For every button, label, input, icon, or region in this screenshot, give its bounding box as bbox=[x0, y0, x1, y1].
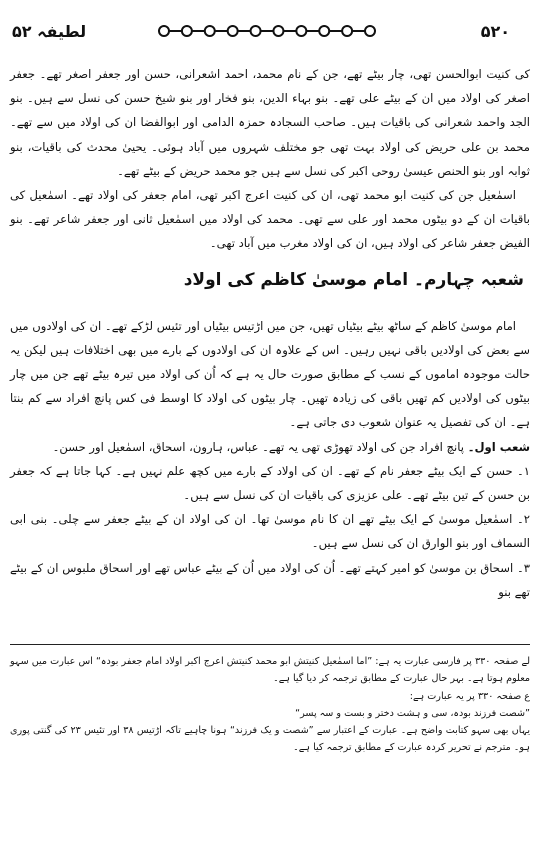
paragraph-2: اسمٰعیل جن کی کنیت ابو محمد تھی، ان کی کنیت اعرج اکبر تھی، امام جعفر کی اولاد تھے۔ اسمٰعیل کی باقیات ان کے دو بیٹوں محمد اور علی سے تھی۔ محمد کی اولاد میں اسمٰعیل ثانی اور جعفر شاعر تھے۔ بنو الفیض جعفر شاعر کی اولاد ہیں، ان کی اولاد مغرب میں آباد تھی۔ bbox=[10, 188, 530, 251]
shuab-paragraph bbox=[10, 435, 530, 459]
shuab-title: شعب اول۔ bbox=[467, 439, 530, 454]
chain-ornament-icon bbox=[158, 22, 376, 40]
list-item-1: ۱۔ حسن کے ایک بیٹے جعفر نام کے تھے۔ ان کی اولاد کے بارے میں کچھ علم نہیں ہے۔ کہا جاتا ہے کہ جعفر بن حسن کے تین بیٹے تھے۔ علی عزیزی کی باقیات ان کی نسل سے ہیں۔ bbox=[10, 463, 530, 503]
footnote-3: ”شصت فرزند بودہ، سی و ہشت دختر و بست و سہ پسر“ bbox=[295, 707, 530, 719]
list-item-3: ۳۔ اسحاق بن موسیٰ کو امیر کہتے تھے۔ اُن کی اولاد میں اُن کے بیٹے عباس تھے اور اسحاق ملبوس ان کے بیٹے تھے بنو bbox=[10, 560, 530, 599]
ornament-ring bbox=[205, 26, 215, 36]
page-number: ۵۲۰ bbox=[480, 22, 510, 41]
ornament-ring bbox=[365, 26, 375, 36]
footnote-1: لے صفحہ ۳۳۰ پر فارسی عبارت یہ ہے: ”اما اسمٰعیل کنیتش ابو محمد کنیتش اعرج اکبر اولاد امام جعفر بودہ“ اس عبارت میں سہو معلوم ہوتا ہے۔ بہر حال عبارت کے مطابق ترجمہ کر دیا گیا ہے۔ bbox=[10, 656, 530, 685]
ornament-ring bbox=[182, 26, 192, 36]
footnote-2: ع صفحہ ۳۳۰ پر یہ عبارت ہے: bbox=[409, 690, 530, 702]
chapter-title: لطیفہ ۵۲ bbox=[12, 22, 87, 41]
shuab-text: پانچ افراد جن کی اولاد تھوڑی تھی یہ تھے۔ عباس، ہارون، اسحاق، اسمٰعیل اور حسن۔ bbox=[52, 439, 465, 454]
ornament-ring bbox=[251, 26, 261, 36]
paragraph-3: امام موسیٰ کاظم کے ساٹھ بیٹے بیٹیاں تھیں، جن میں اڑتیس بیٹیاں اور تئیس لڑکے تھے۔ ان کی اولادوں میں سے بعض کی اولادیں باقی نہیں رہیں۔ اس کے علاوہ ان کی اولادوں کے بارے میں بھی اختلافات ہیں لیکن یہ حالت موجودہ اماموں کے نسب کے مطابق صورت حال یہ ہے کہ اُن کی اولاد میں تیرہ بیٹے تھے جن میں چار بیٹوں کی اولادیں کم تھیں باقی کی زیادہ تھیں۔ چار بیٹوں کی اولاد کا اوسط فی کس پانچ افراد سے کم بنتا ہے۔ ان کی تفصیل یہ عنوان شعوب دی جاتی ہے۔ bbox=[10, 318, 530, 430]
footnote-4: یہاں بھی سہو کتابت واضح ہے۔ عبارت کے اعتبار سے ”شصت و یک فرزند“ ہونا چاہیے تاکہ اڑتیس ۳۸ اور تئیس ۲۳ کی گنتی پوری ہو۔ مترجم نے تحریر کردہ عبارت کے مطابق ترجمہ کیا ہے۔ bbox=[10, 725, 530, 754]
section-heading: شعبہ چہارم۔ امام موسیٰ کاظم کی اولاد bbox=[183, 269, 524, 290]
ornament-ring bbox=[159, 26, 169, 36]
page-header bbox=[0, 22, 540, 48]
ornament-ring bbox=[228, 26, 238, 36]
paragraph-1: کی کنیت ابوالحسن تھی، چار بیٹے تھے، جن کے نام محمد، احمد اشعرانی، حسن اور جعفر اصغر تھے۔ جعفر اصغر کی اولاد میں ان کے بیٹے علی تھے۔ بنو بہاء الدین، بنو فخار اور بنو شیخ حسن کی نسل سے ہیں۔ بنو الجد واحمد شعرانی کی باقیات ہیں۔ صاحب السجادہ حمزہ الدامی اور ابوالفضا ان کی اولاد میں سے تھے۔ محمد بن علی حریض کی اولاد بہت تھی جو مختلف شہروں میں آباد ہوئی۔ یحییٰ محدث کی باقیات، بنو ثوابہ اور بنو الحنص عیسیٰ روحی اکبر کی نسل سے ہیں جو محمد حریض کے بیٹے تھے۔ bbox=[10, 67, 530, 178]
list-item-2: ۲۔ اسمٰعیل موسیٰ کے ایک بیٹے تھے ان کا نام موسیٰ تھا۔ ان کی اولاد ان کے بیٹے جعفر سے چلی۔ بنی ابی السماف اور بنو الوارق ان کی نسل سے ہیں۔ bbox=[10, 512, 530, 551]
ornament-ring bbox=[296, 26, 306, 36]
footnote-divider bbox=[10, 644, 530, 645]
ornament-ring bbox=[273, 26, 283, 36]
ornament-divider bbox=[158, 22, 376, 40]
footnotes bbox=[10, 644, 530, 757]
ornament-ring bbox=[342, 26, 352, 36]
ornament-ring bbox=[319, 26, 329, 36]
main-text bbox=[10, 62, 530, 604]
